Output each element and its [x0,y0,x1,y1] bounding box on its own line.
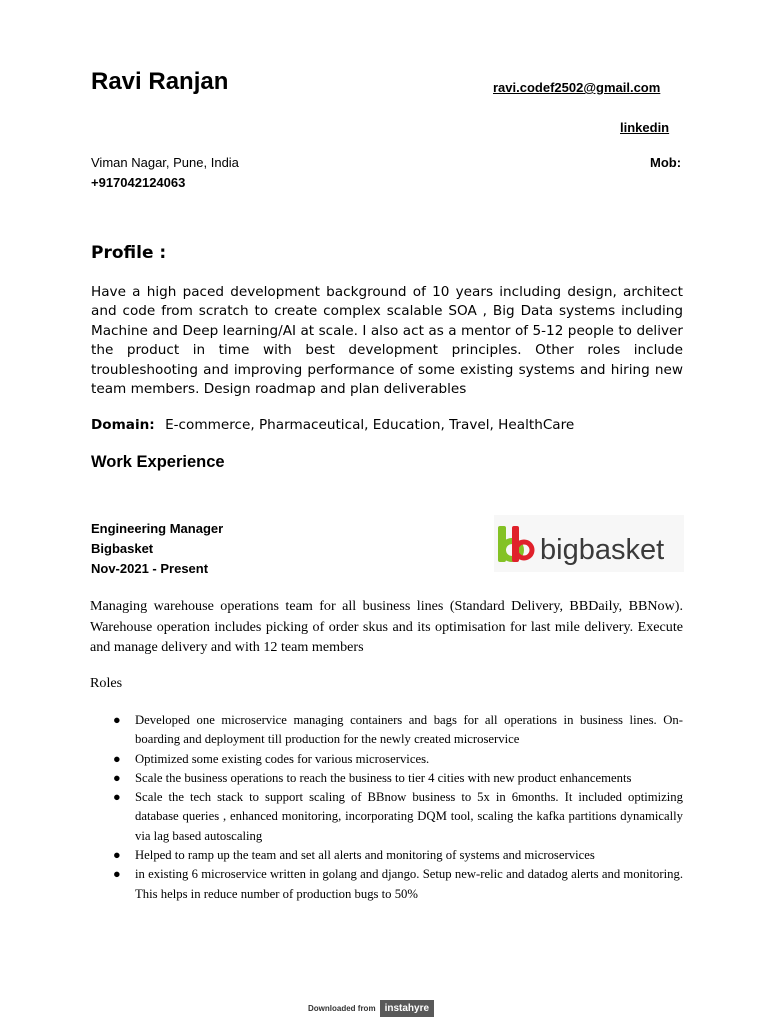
roles-label: Roles [90,675,123,691]
role-item [113,846,683,865]
roles-list [113,711,683,904]
domain-value: E-commerce, Pharmaceutical, Education, Travel, HealthCare [165,417,575,433]
bullet-icon: ● [113,713,121,727]
role-text: Scale the tech stack to support scaling of BBnow business to 5x in 6months. It included optimizing database queries , enhanced monitoring, incorporating DQM tool, scaling the kafka partitions dynamically via lag based autoscaling [135,790,683,843]
download-footer [308,1000,434,1017]
job-company: Bigbasket [91,541,154,556]
profile-text: Have a high paced development background of 10 years including design, architect and code from scratch to create complex scalable SOA , Big Data systems including Machine and Deep learning/AI at scale. I also act as a mentor of 5-12 people to deliver the product in time with best development principles. Other roles include troubleshooting and improving performance of some existing systems and hiring new team members. Design roadmap and plan deliverables [91,284,683,398]
role-item [113,865,683,904]
logo-wordmark: bigbasket [540,534,665,566]
role-text: in existing 6 microservice written in golang and django. Setup new-relic and datadog alerts and monitoring. This helps in reduce number of production bugs to 50% [135,867,683,901]
job-description: Managing warehouse operations team for all business lines (Standard Delivery, BBDaily, BBNow). Warehouse operation includes picking of order skus and its optimisation for last mile delivery. Execute and manage delivery and with 12 team members [90,598,683,655]
bullet-icon: ● [113,770,121,785]
mob-label: Mob: [650,155,682,170]
role-text: Scale the business operations to reach the business to tier 4 cities with new product enhancements [135,770,632,785]
phone-number: +917042124063 [91,175,186,190]
bigbasket-logo-graphic [494,515,684,572]
role-item [113,769,683,788]
bullet-icon: ● [113,867,121,882]
bullet-icon: ● [113,790,121,805]
role-text: Optimized some existing codes for various microservices. [135,751,430,766]
job-title: Engineering Manager [91,521,224,536]
downloaded-from-label: Downloaded from [308,1004,376,1013]
role-text: Developed one microservice managing containers and bags for all operations in business lines. On-boarding and deployment till production for the newly created microservice [135,713,683,747]
role-item [113,788,683,846]
profile-heading: Profile : [91,243,167,263]
address: Viman Nagar, Pune, India [91,155,239,170]
instahyre-badge[interactable]: instahyre [380,1000,434,1017]
bullet-icon: ● [113,751,121,766]
work-experience-heading: Work Experience [91,453,225,471]
role-text: Helped to ramp up the team and set all alerts and monitoring of systems and microservices [135,848,595,863]
domain-label: Domain: [91,417,155,433]
email-link[interactable]: ravi.codef2502@gmail.com [493,80,661,95]
bullet-icon: ● [113,848,121,863]
linkedin-link[interactable]: linkedin [620,120,670,135]
domain-line [91,417,574,433]
role-item [113,750,683,769]
candidate-name: Ravi Ranjan [91,68,229,95]
role-item [113,711,683,750]
bigbasket-logo [494,515,684,572]
job-period: Nov-2021 - Present [91,561,209,576]
